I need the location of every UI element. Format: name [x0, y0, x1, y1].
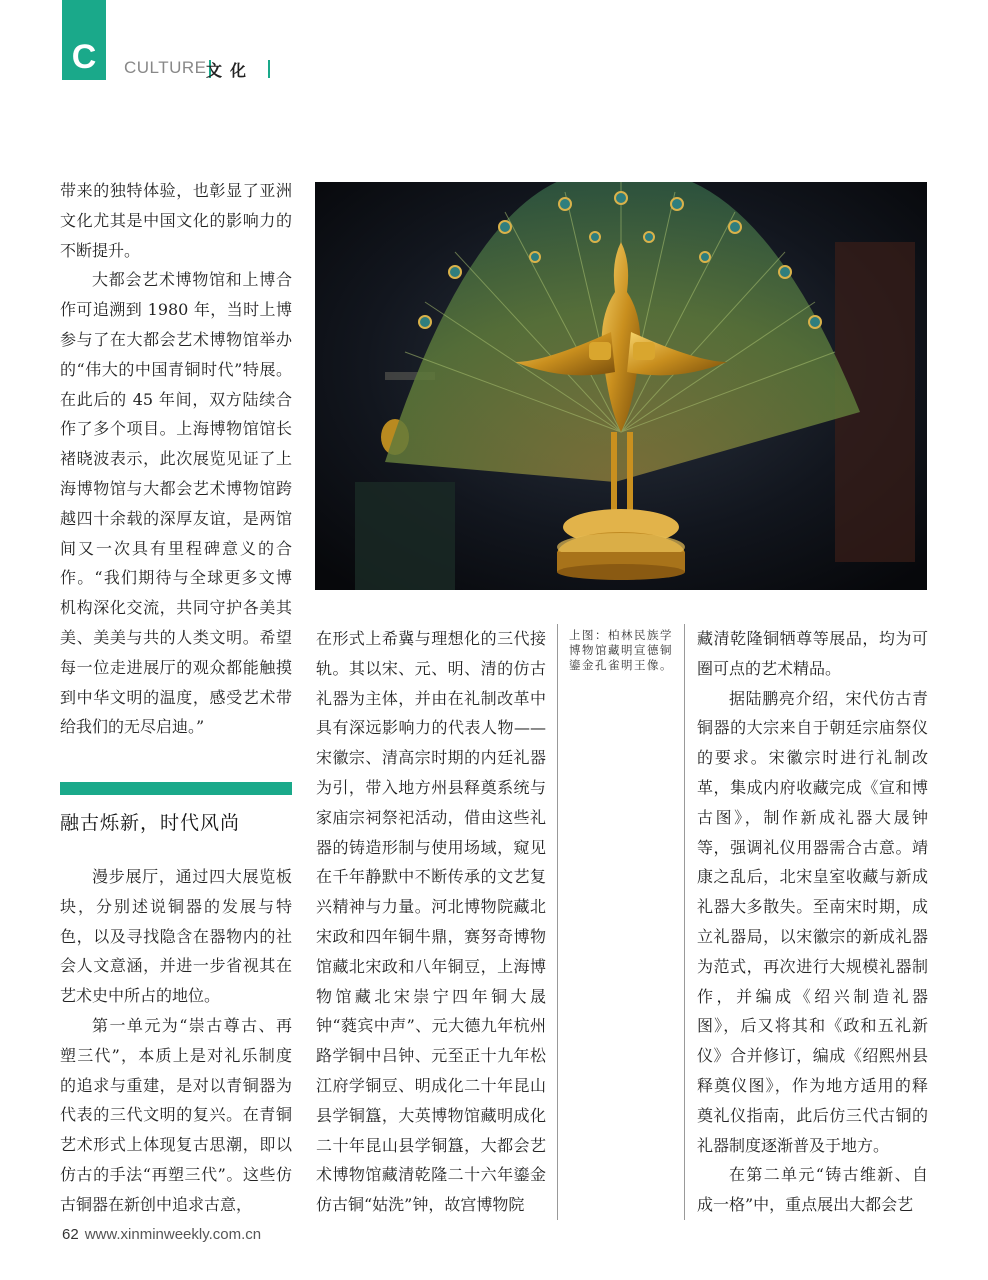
- paragraph: 大都会艺术博物馆和上博合作可追溯到 1980 年，当时上博参与了在大都会艺术博物馆举办的“伟大的中国青铜时代”特展。在此后的 45 年间，双方陆续合作了多个项目。上海博物馆馆长褚晓波表示，此次展览见证了上海博物馆与大都会艺术博物馆跨越四十余载的深厚友谊，是两馆间又一次具有里程碑意义的合作。“我们期待与全球更多文博机构深化交流，共同守护各美其美、美美与共的人类文明。希望每一位走进展厅的观众都能触摸到中华文明的温度，感受艺术带给我们的无尽启迪。”: [60, 270, 292, 737]
- article-column-3: [697, 624, 928, 1220]
- column-divider: [684, 624, 685, 1220]
- section-subhead: 融古烁新，时代风尚: [60, 812, 241, 834]
- paragraph: 在形式上希冀与理想化的三代接轨。其以宋、元、明、清的仿古礼器为主体，并由在礼制改革中具有深远影响力的代表人物——宋徽宗、清高宗时期的内廷礼器为引，带入地方州县释奠系统与家庙宗祠祭祀活动，借由这些礼器的铸造形制与使用场域，窥见在千年静默中不断传承的文艺复兴精神与力量。河北博物院藏北宋政和四年铜牛鼎，赛努奇博物馆藏北宋政和八年铜豆，上海博物馆藏北宋崇宁四年铜大晟钟“蕤宾中声”、元大德九年杭州路学铜中吕钟、元至正十九年松江府学铜豆、明成化二十年昆山县学铜簋，大英博物馆藏明成化二十年昆山县学铜簋，大都会艺术博物馆藏清乾隆二十六年鎏金仿古铜“姑洗”钟，故宫博物院: [316, 629, 546, 1215]
- article-column-1-top: [60, 176, 292, 742]
- section-bar-right: [268, 60, 270, 78]
- article-column-2: [316, 624, 546, 1220]
- section-label-en: CULTURE: [124, 58, 207, 77]
- paragraph: 漫步展厅，通过四大展览板块，分别述说铜器的发展与特色，以及寻找隐含在器物内的社会人文意涵，并进一步省视其在艺术史中所占的地位。: [60, 867, 292, 1006]
- peacock-statue-photo: [315, 182, 927, 590]
- article-column-1-bottom: [60, 862, 292, 1220]
- website-link[interactable]: www.xinminweekly.com.cn: [84, 1226, 262, 1243]
- paragraph: 藏清乾隆铜牺尊等展品，均为可圈可点的艺术精品。: [697, 629, 928, 678]
- photo-caption: 上图：柏林民族学博物馆藏明宣德铜鎏金孔雀明王像。: [569, 628, 673, 672]
- column-divider: [557, 624, 558, 1220]
- page-footer: [62, 1226, 261, 1243]
- paragraph: 在第二单元“铸古维新、自成一格”中，重点展出大都会艺: [697, 1165, 928, 1215]
- paragraph: 据陆鹏亮介绍，宋代仿古青铜器的大宗来自于朝廷宗庙祭仪的要求。宋徽宗时进行礼制改革，集成内府收藏完成《宣和博古图》，制作新成礼器大晟钟等，强调礼仪用器需合古意。靖康之乱后，北宋皇室收藏与新成礼器大多散失。至南宋时期，成立礼器局，以宋徽宗的新成礼器为范式，再次进行大规模礼器制作，并编成《绍兴制造礼器图》，后又将其和《政和五礼新仪》合并修订，编成《绍熙州县释奠仪图》，作为地方适用的释奠礼仪指南，此后仿三代古铜的礼器制度逐渐普及于地方。: [697, 688, 928, 1155]
- paragraph: 第一单元为“崇古尊古、再塑三代”，本质上是对礼乐制度的追求与重建，是对以青铜器为代表的三代文明的复兴。在青铜艺术形式上体现复古思潮，即以仿古的手法“再塑三代”。这些仿古铜器在新创中追求古意，: [60, 1015, 292, 1214]
- section-letter: C: [71, 38, 97, 76]
- section-label-cn: 文化: [206, 61, 255, 80]
- subhead-rule: [60, 782, 292, 795]
- section-tab: [62, 0, 106, 80]
- paragraph: 带来的独特体验，也彰显了亚洲文化尤其是中国文化的影响力的不断提升。: [60, 181, 292, 260]
- photo-illustration: [315, 182, 927, 590]
- page-number: 62: [62, 1226, 79, 1243]
